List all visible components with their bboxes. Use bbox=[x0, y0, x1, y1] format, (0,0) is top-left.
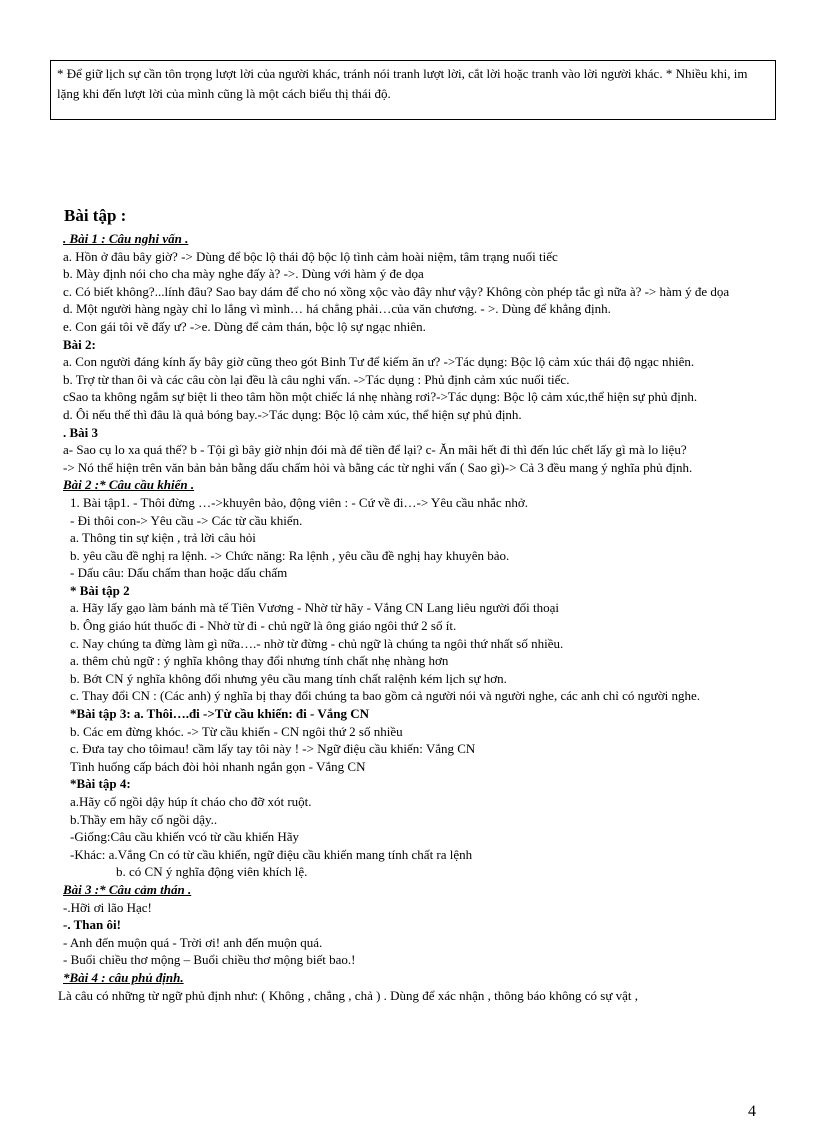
text-line: c. Có biết không?...lính đâu? Sao bay dám để cho nó xồng xộc vào đây như vậy? Không còn phép tắc gì nữa à? -> hàm ý đe dọa bbox=[63, 283, 730, 299]
text-line: *Bài tập 3: a. Thôi….đi ->Từ cầu khiến: đi - Vắng CN bbox=[70, 706, 369, 722]
text-line: b. Ông giáo hút thuốc đi - Nhờ từ đi - chủ ngữ là ông giáo ngôi thứ 2 số ít. bbox=[70, 618, 457, 634]
text-line: c. Nay chúng ta đừng làm gì nữa….- nhờ từ đừng - chủ ngữ là chúng ta ngôi thứ nhất số nhiều. bbox=[70, 635, 564, 651]
text-line: e. Con gái tôi vẽ đấy ư? ->e. Dùng để cảm thán, bộc lộ sự ngạc nhiên. bbox=[63, 318, 426, 334]
text-line: . Bài 1 : Câu nghi vấn . bbox=[63, 231, 189, 246]
text-line: c. Đưa tay cho tôimau! cầm lấy tay tôi này ! -> Ngữ điệu cầu khiến: Vắng CN bbox=[70, 741, 476, 757]
text-line: Bài 2 :* Câu cầu khiến . bbox=[63, 477, 195, 493]
text-line: Tình huống cấp bách đòi hỏi nhanh ngắn gọn - Vắng CN bbox=[70, 758, 366, 774]
text-line: c. Thay đổi CN : (Các anh) ý nghĩa bị thay đổi chúng ta bao gồm cả người nói và người nghe, các anh chỉ có người nghe. bbox=[70, 688, 700, 704]
text-line: b. Trợ từ than ôi và các câu còn lại đều là câu nghi vấn. ->Tác dụng : Phủ định cảm xúc nuối tiếc. bbox=[63, 371, 570, 387]
text-line: d. Một người hàng ngày chỉ lo lắng vì mình… há chẳng phải…của văn chương. - >. Dùng để khẳng định. bbox=[63, 301, 611, 317]
text-line: 1. Bài tập1. - Thôi đừng …->khuyên bảo, động viên : - Cứ về đi…-> Yêu cầu nhắc nhở. bbox=[70, 494, 529, 510]
text-line: b.Thầy em hãy cố ngồi dậy.. bbox=[70, 811, 218, 827]
text-line: - Đi thôi con-> Yêu cầu -> Các từ cầu khiến. bbox=[70, 512, 303, 528]
text-line: a.Hãy cố ngồi dậy húp ít cháo cho đỡ xót ruột. bbox=[70, 794, 312, 809]
text-line: -.Hỡi ơi lão Hạc! bbox=[63, 899, 152, 915]
text-line: Là câu có những từ ngữ phủ định như: ( Không , chẳng , chả ) . Dùng để xác nhận , thông báo không có sự vật , bbox=[58, 987, 639, 1003]
note-text: * Để giữ lịch sự cần tôn trọng lượt lời của người khác, tránh nói tranh lượt lời, cắt lời hoặc tranh vào lời người khác. * Nhiều khi, im lặng khi đến lượt lời của mình cũng là một cách biểu thị thái độ. bbox=[57, 66, 748, 101]
text-line: *Bài tập 4: bbox=[70, 776, 131, 792]
text-line: - Buổi chiều thơ mộng – Buổi chiều thơ mộng biết bao.! bbox=[63, 952, 356, 968]
section-heading: Bài tập : bbox=[64, 206, 127, 225]
text-line: - Dấu câu: Dấu chấm than hoặc dấu chấm bbox=[70, 565, 288, 581]
text-line: a. Thông tin sự kiện , trả lời câu hỏi bbox=[70, 530, 256, 546]
text-line: -Giống:Câu cầu khiến vcó từ cầu khiến Hãy bbox=[70, 829, 300, 845]
text-line: d. Ôi nếu thế thì đâu là quả bóng bay.->Tác dụng: Bộc lộ cảm xúc, thể hiện sự phủ định. bbox=[63, 406, 522, 422]
text-line: a- Sao cụ lo xa quá thế? b - Tội gì bây giờ nhịn đói mà để tiền để lại? c- Ăn mãi hết đi thì đến lúc chết lấy gì mà lo liệu? bbox=[63, 442, 687, 458]
text-line: b. có CN ý nghĩa động viên khích lệ. bbox=[116, 864, 308, 880]
text-line: -Khác: a.Vắng Cn có từ cầu khiến, ngữ điệu cầu khiến mang tính chất ra lệnh bbox=[70, 846, 473, 862]
text-line: b. Các em đừng khóc. -> Từ cầu khiến - CN ngôi thứ 2 số nhiều bbox=[70, 723, 403, 739]
text-line: Bài 3 :* Câu cảm thán . bbox=[63, 881, 192, 897]
text-line: * Bài tập 2 bbox=[70, 582, 130, 598]
note-box bbox=[50, 60, 776, 120]
text-line: b. yêu cầu đề nghị ra lệnh. -> Chức năng: Ra lệnh , yêu cầu đề nghị hay khuyên bảo. bbox=[70, 547, 510, 563]
exercise-content bbox=[58, 230, 775, 1004]
text-line: b. Mày định nói cho cha mày nghe đấy à? ->. Dùng với hàm ý đe dọa bbox=[63, 266, 424, 282]
text-line: -> Nó thể hiện trên văn bản bản bằng dấu chấm hỏi và bằng các từ nghi vấn ( Sao gì)-> Cả 3 đều mang ý nghĩa phủ định. bbox=[63, 459, 693, 475]
text-line: a. Hãy lấy gạo làm bánh mà tế Tiên Vương - Nhờ từ hãy - Vắng CN Lang liêu người đối thoại bbox=[70, 600, 559, 616]
text-line: -. Than ôi! bbox=[63, 917, 121, 933]
text-line: a. thêm chủ ngữ : ý nghĩa không thay đổi nhưng tính chất nhẹ nhàng hơn bbox=[70, 653, 449, 669]
text-line: . Bài 3 bbox=[63, 424, 99, 440]
text-line: a. Hồn ở đâu bây giờ? -> Dùng để bộc lộ thái độ bộc lộ tình cảm hoài niệm, tâm trạng nuối tiếc bbox=[63, 248, 558, 264]
text-line: - Anh đến muộn quá - Trời ơi! anh đến muộn quá. bbox=[63, 934, 323, 950]
text-line: *Bài 4 : câu phủ định. bbox=[63, 969, 184, 985]
page-number: 4 bbox=[748, 1103, 756, 1120]
text-line: a. Con người đáng kính ấy bây giờ cũng theo gót Binh Tư để kiếm ăn ư? ->Tác dụng: Bộc lộ cảm xúc thái độ ngạc nhiên. bbox=[63, 354, 695, 370]
text-line: cSao ta không ngắm sự biệt li theo tâm hồn một chiếc lá nhẹ nhàng rơi?->Tác dụng: Bộc lộ cảm xúc,thể hiện sự phủ định. bbox=[63, 389, 698, 405]
text-line: Bài 2: bbox=[63, 336, 96, 352]
text-line: b. Bớt CN ý nghĩa không đổi nhưng yêu cầu mang tính chất ralệnh kém lịch sự hơn. bbox=[70, 670, 507, 686]
